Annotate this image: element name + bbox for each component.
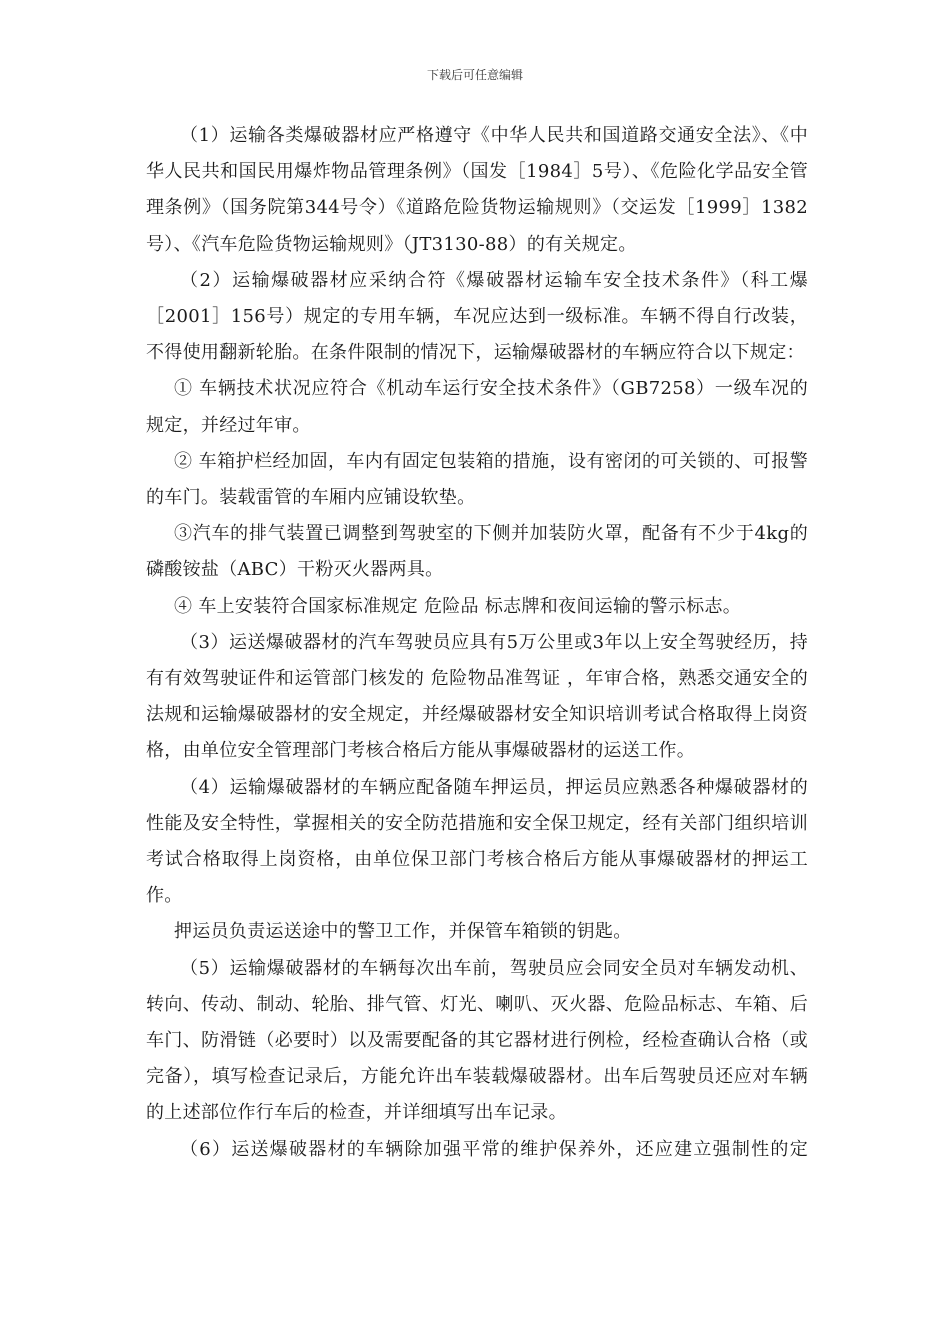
page-header: 下载后可任意编辑 — [426, 68, 523, 82]
paragraph-5: （5）运输爆破器材的车辆每次出车前，驾驶员应会同安全员对车辆发动机、转向、传动、制动、轮胎、排气管、灯光、喇叭、灭火器、危险品标志、车箱、后车门、防滑链（必要时）以及需要配备的其它器材进行例检，经检查确认合格（或完备），填写检查记录后，方能允许出车装载爆破器材。出车后驾驶员还应对车辆的上述部位作行车后的检查，并详细填写出车记录。 — [146, 957, 808, 1124]
paragraph-4: （4）运输爆破器材的车辆应配备随车押运员，押运员应熟悉各种爆破器材的性能及安全特性，掌握相关的安全防范措施和安全保卫规定，经有关部门组织培训考试合格取得上岗资格，由单位保卫部门考核合格后方能从事爆破器材的押运工作。 — [146, 776, 808, 907]
list-item-1: ① 车辆技术状况应符合《机动车运行安全技术条件》（GB7258）一级车况的规定，并经过年审。 — [146, 378, 808, 436]
paragraph-3: （3）运送爆破器材的汽车驾驶员应具有5万公里或3年以上安全驾驶经历，持有有效驾驶证件和运管部门核发的 危险物品准驾证 ，年审合格，熟悉交通安全的法规和运输爆破器材的安全规定，并经爆破器材安全知识培训考试合格取得上岗资格，由单位安全管理部门考核合格后方能从事爆破器材的运送工作。 — [146, 631, 808, 762]
list-item-4: ④ 车上安装符合国家标准规定 危险品 标志牌和夜间运输的警示标志。 — [174, 595, 742, 617]
list-item-3: ③汽车的排气装置已调整到驾驶室的下侧并加装防火罩，配备有不少于4kg的磷酸铵盐（ABC）干粉灭火器两具。 — [146, 523, 808, 581]
paragraph-2: （2）运输爆破器材应采纳合符《爆破器材运输车安全技术条件》（科工爆［2001］156号）规定的专用车辆，车况应达到一级标准。车辆不得自行改装，不得使用翻新轮胎。在条件限制的情况下，运输爆破器材的车辆应符合以下规定： — [146, 269, 808, 364]
list-item-2: ② 车箱护栏经加固，车内有固定包装箱的措施，设有密闭的可关锁的、可报警的车门。装载雷管的车厢内应铺设软垫。 — [146, 450, 808, 509]
paragraph-6: （6）运送爆破器材的车辆除加强平常的维护保养外，还应建立强制性的定 — [180, 1138, 808, 1160]
document-body — [146, 118, 808, 1168]
paragraph-1: （1）运输各类爆破器材应严格遵守《中华人民共和国道路交通安全法》、《中华人民共和国民用爆炸物品管理条例》（国发［1984］5号）、《危险化学品安全管理条例》（国务院第344号令）《道路危险货物运输规则》（交运发［1999］1382号）、《汽车危险货物运输规则》（JT3130-88）的有关规定。 — [146, 125, 808, 255]
paragraph-escort: 押运员负责运送途中的警卫工作，并保管车箱锁的钥匙。 — [174, 921, 632, 943]
